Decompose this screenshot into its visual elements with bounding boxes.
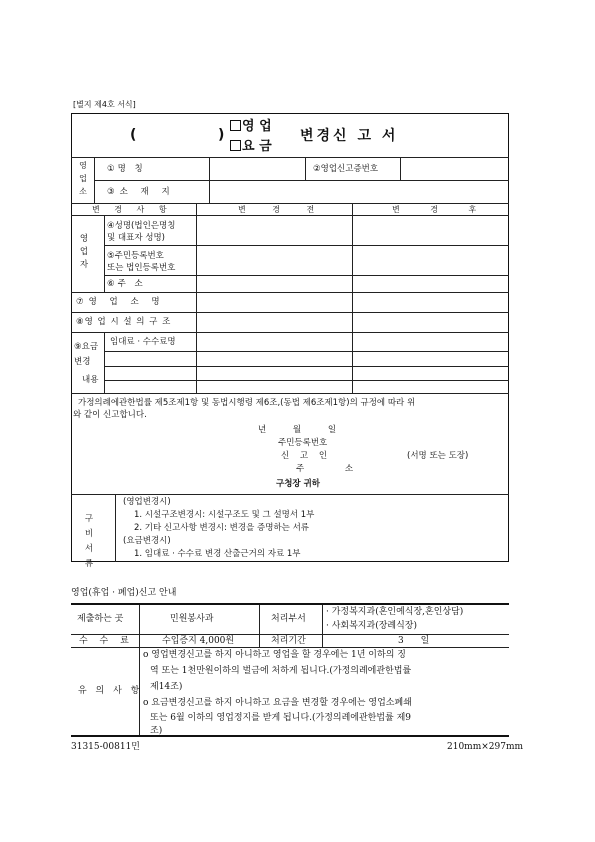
operator-address-after-field[interactable] — [353, 276, 508, 291]
guide-note1-line2: 역 또는 1천만원이하의 벌금에 처하게 됩니다.(가정의례에관한법률 — [150, 666, 412, 676]
business-side-label: 영업소 — [79, 161, 87, 196]
guide-dept-value-2: · 사회복지과(장례식장) — [326, 621, 417, 631]
business-address-label: ③소 재 지 — [107, 187, 175, 197]
guide-note1-line1: o 영업변경신고를 하지 아니하고 영업을 할 경우에는 1년 이하의 징 — [143, 650, 406, 660]
docs-line-1: (영업변경시) — [123, 497, 171, 507]
guide-note2-line1: o 요금변경신고를 하지 아니하고 요금을 변경할 경우에는 영업소폐쇄 — [143, 698, 412, 708]
guide-submit-label: 제출하는 곳 — [77, 614, 124, 624]
guide-fee-label: 수 수 료 — [79, 636, 129, 646]
guide-submit-value: 민원봉사과 — [170, 614, 214, 624]
docs-label: 구비서류 — [84, 514, 100, 569]
guide-note1-line3: 제14조) — [150, 682, 183, 692]
operator-id-after-field[interactable] — [353, 246, 508, 274]
declaration-text-2: 와 같이 신고합니다. — [73, 410, 147, 420]
business-reg-no-label: ②영업신고증번호 — [313, 164, 379, 174]
operator-id-before-field[interactable] — [197, 246, 351, 274]
recipient: 구청장 귀하 — [276, 479, 321, 489]
business-address-field[interactable] — [210, 181, 508, 202]
title-main: 변경신 고 서 — [300, 128, 399, 144]
docs-line-3: 2. 기타 신고사항 변경시: 변경을 증명하는 서류 — [134, 523, 309, 533]
business-name-field[interactable] — [210, 158, 304, 179]
business-name-after-field[interactable] — [353, 293, 508, 311]
declarant-label: 신 고 인 — [281, 451, 328, 461]
checkbox-fee[interactable] — [230, 140, 241, 151]
guide-period-value: 3 일 — [398, 636, 430, 646]
title-option-business: 영 업 — [230, 119, 272, 134]
changes-header-before: 변 경 전 — [238, 205, 327, 214]
business-name-label: ①명 칭 — [107, 164, 146, 174]
facility-before-field[interactable] — [197, 313, 351, 331]
operator-name-before-field[interactable] — [197, 216, 351, 244]
guide-period-label: 처리기간 — [271, 636, 306, 646]
fee-before-field[interactable] — [197, 333, 351, 350]
guide-dept-label: 처리부서 — [271, 614, 306, 624]
declaration-text-1: 가정의례에관한법률 제5조제1항 및 동법시행령 제6조,(동법 제6조제1항)의 규정에 따라 위 — [78, 398, 416, 408]
declaration-id-label: 주민등록번호 — [278, 438, 328, 448]
guide-note2-line2: 또는 6월 이하의 영업정지를 받게 됩니다.(가정의례에관한법률 제9 — [150, 713, 412, 723]
guide-fee-value: 수입증지 4,000원 — [162, 636, 235, 646]
business-reg-no-field[interactable] — [401, 158, 508, 179]
sign-note: (서명 또는 도장) — [407, 451, 469, 461]
operator-name-label-2: 및 대표자 성명) — [107, 233, 165, 243]
operator-name-label-1: ④성명(법인은명칭 — [107, 221, 176, 231]
declaration-address-label: 주 소 — [296, 464, 354, 474]
docs-line-5: 1. 임대료 · 수수료 변경 산출근거의 자료 1부 — [134, 549, 301, 559]
footer-size: 210mm×297mm — [447, 742, 524, 752]
title-paren-close: ) — [218, 127, 225, 143]
business-name-change-label: ⑦영 업 소 명 — [76, 297, 165, 307]
docs-line-2: 1. 시설구조변경시: 시설구조도 및 그 설명서 1부 — [134, 510, 315, 520]
title-option-fee: 요 금 — [230, 139, 272, 154]
fee-label-3: 내용 — [82, 375, 99, 385]
declaration-date: 년 월 일 — [258, 425, 337, 435]
fee-label-2: 변경 — [74, 357, 91, 367]
guide-title: 영업(휴업 · 폐업)신고 안내 — [71, 588, 177, 598]
docs-line-4: (요금변경시) — [123, 536, 171, 546]
business-name-before-field[interactable] — [197, 293, 351, 311]
fee-after-field[interactable] — [353, 333, 508, 350]
fee-first-row-label: 임대료 · 수수료명 — [110, 337, 176, 347]
operator-name-after-field[interactable] — [353, 216, 508, 244]
form-label: [별지 제4호 서식] — [73, 100, 136, 109]
checkbox-business[interactable] — [230, 120, 241, 131]
guide-dept-value-1: · 가정복지과(혼인예식장,혼인상담) — [326, 607, 464, 617]
operator-side-label: 영업자 — [79, 234, 89, 270]
operator-id-label-1: ⑤주민등록번호 — [107, 251, 164, 261]
changes-header-after: 변 경 후 — [392, 205, 491, 214]
operator-id-label-2: 또는 법인등록번호 — [107, 263, 176, 273]
title-paren-open: ( — [130, 127, 137, 143]
fee-label-1: ⑨요금 — [74, 342, 99, 352]
facility-structure-label: ⑧영 업 시 설 의 구 조 — [76, 317, 172, 327]
facility-after-field[interactable] — [353, 313, 508, 331]
guide-note2-line3: 조) — [150, 726, 163, 736]
operator-address-before-field[interactable] — [197, 276, 351, 291]
guide-notes-label: 유 의 사 항 — [78, 686, 140, 696]
changes-header-item: 변 경 사 항 — [92, 205, 173, 214]
footer-code: 31315-00811민 — [71, 742, 140, 752]
operator-address-label: ⑥주 소 — [107, 279, 146, 289]
